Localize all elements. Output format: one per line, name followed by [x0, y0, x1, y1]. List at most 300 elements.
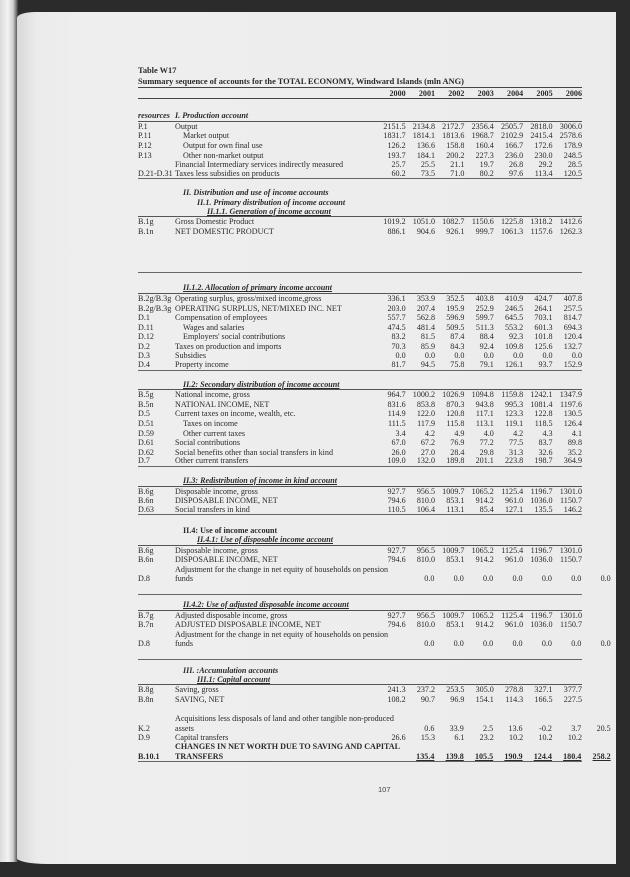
row-code: D.11	[138, 322, 154, 332]
row-code: B.1n	[138, 226, 154, 236]
cell-value: 956.5	[416, 545, 436, 555]
table-row	[138, 313, 582, 323]
row-code: D.12	[138, 332, 154, 342]
cell-value: 2818.0	[530, 121, 553, 131]
cell-value: 2505.7	[500, 121, 524, 131]
table-row	[138, 390, 582, 400]
cell-value: 26.0	[391, 447, 406, 457]
table-row	[138, 323, 582, 333]
cell-value: 403.8	[475, 293, 494, 303]
row-label: Other current transfers	[175, 456, 249, 466]
row-code: B.5n	[138, 399, 154, 409]
row-values	[375, 131, 582, 141]
cell-value: 1000.2	[412, 390, 436, 400]
cell-value: 126.2	[387, 140, 406, 150]
cell-value: 115.8	[446, 419, 465, 429]
cell-value: 0.0	[424, 574, 435, 584]
cell-value: 336.1	[387, 293, 406, 303]
cell-value: 3006.0	[559, 121, 582, 131]
cell-value: 914.2	[475, 620, 494, 630]
side-label: resources	[138, 111, 170, 121]
cell-value: 0.0	[571, 639, 582, 649]
table-row	[138, 714, 611, 733]
row-label: Saving, gross	[175, 685, 219, 695]
cell-value: 0.0	[542, 351, 553, 361]
cell-value: 193.7	[387, 150, 406, 160]
cell-value: 117.9	[417, 419, 436, 429]
row-values	[375, 419, 582, 429]
cell-value: 84.3	[450, 341, 465, 351]
year-header: 2006	[565, 88, 582, 98]
year-headers	[375, 89, 582, 99]
cell-value: 424.7	[534, 293, 553, 303]
row-values	[375, 456, 582, 466]
cell-value: 92.4	[479, 341, 494, 351]
row-values	[375, 217, 582, 227]
cell-value: 223.8	[505, 456, 524, 466]
cell-value: 914.2	[475, 496, 494, 506]
cell-value: 28.4	[450, 447, 465, 457]
cell-value: 241.3	[387, 685, 406, 695]
cell-value: 2415.4	[530, 131, 553, 141]
cell-value: 0.0	[512, 574, 523, 584]
section-generation-rows	[138, 217, 582, 236]
table-row	[138, 564, 611, 584]
row-label: Adjustment for the change in net equity of households on pension funds	[175, 564, 389, 584]
year-header: 2002	[448, 88, 465, 98]
cell-value: 1009.7	[442, 545, 465, 555]
cell-value: 481.4	[416, 322, 436, 332]
cell-value: 1065.2	[471, 545, 494, 555]
cell-value: 0.0	[600, 639, 611, 649]
cell-value: 1026.9	[442, 390, 465, 400]
section-generation-heading: II.1.1. Generation of income account	[138, 208, 582, 218]
table-row	[138, 506, 582, 516]
cell-value: 1159.8	[501, 390, 524, 400]
cell-value: 1082.7	[442, 217, 465, 227]
table-row	[138, 742, 611, 762]
table-row	[138, 131, 582, 141]
table-row	[138, 620, 582, 630]
cell-value: 178.9	[563, 140, 582, 150]
row-values	[375, 409, 582, 419]
cell-value: 703.1	[534, 313, 553, 323]
row-label: NATIONAL INCOME, NET	[175, 399, 270, 409]
cell-value: 124.4	[533, 751, 552, 761]
cell-value: 1125.4	[501, 545, 524, 555]
cell-value: 253.5	[446, 685, 465, 695]
row-label: Disposable income, gross	[175, 486, 258, 496]
row-values	[375, 151, 582, 161]
cell-value: 2172.7	[442, 121, 465, 131]
cell-value: 122.8	[534, 409, 553, 419]
row-label: Output	[175, 121, 198, 131]
cell-value: 79.1	[479, 360, 494, 370]
row-label: Current taxes on income, wealth, etc.	[175, 409, 296, 419]
cell-value: 2151.5	[383, 121, 406, 131]
cell-value: 305.0	[475, 685, 494, 695]
cell-value: 0.0	[600, 574, 611, 584]
row-values	[375, 169, 582, 179]
cell-value: 1814.1	[412, 131, 436, 141]
cell-value: 810.0	[416, 620, 436, 630]
cell-value: 999.7	[475, 226, 494, 236]
row-code: D.61	[138, 438, 154, 448]
row-values	[375, 487, 582, 497]
cell-value: 109.8	[505, 341, 524, 351]
cell-value: 1347.9	[559, 390, 582, 400]
cell-value: 870.3	[446, 399, 465, 409]
cell-value: 227.3	[475, 150, 494, 160]
cell-value: 509.5	[446, 322, 465, 332]
cell-value: 1036.0	[530, 555, 553, 565]
cell-value: 927.7	[387, 545, 406, 555]
section-allocation-heading: II.1.2. Allocation of primary income account	[138, 284, 582, 294]
row-code: D.2	[138, 341, 150, 351]
cell-value: 88.4	[479, 332, 494, 342]
cell-value: 246.5	[505, 303, 524, 313]
cell-value: 511.3	[475, 322, 494, 332]
cell-value: 364.9	[563, 456, 582, 466]
cell-value: 252.9	[475, 303, 494, 313]
row-code: D.63	[138, 504, 154, 514]
table-row	[138, 487, 582, 497]
cell-value: 1125.4	[501, 610, 524, 620]
section-capital-rows	[138, 685, 611, 762]
cell-value: 207.4	[416, 303, 436, 313]
cell-value: 89.8	[567, 438, 582, 448]
cell-value: 0.0	[454, 351, 465, 361]
row-values	[375, 342, 582, 352]
cell-value: 158.8	[446, 140, 465, 150]
row-code: B.6n	[138, 496, 154, 506]
cell-value: 110.5	[387, 504, 406, 514]
cell-value: 831.6	[387, 399, 406, 409]
row-label: Market output	[183, 131, 230, 141]
section-use-adjusted-rows	[138, 610, 611, 649]
row-code: B.1g	[138, 217, 154, 227]
row-values	[375, 360, 582, 370]
cell-value: 810.0	[416, 555, 436, 565]
row-values	[375, 390, 582, 400]
table-row	[138, 629, 611, 649]
cell-value: 1036.0	[530, 496, 553, 506]
row-code: P.1	[138, 121, 148, 131]
cell-value: 33.9	[449, 723, 464, 733]
row-values	[375, 733, 582, 743]
table-row	[138, 611, 582, 621]
row-code: D.7	[138, 456, 150, 466]
cell-value: 130.5	[563, 409, 582, 419]
cell-value: 101.8	[534, 332, 553, 342]
row-code: B.8g	[138, 685, 154, 695]
cell-value: 125.6	[534, 341, 553, 351]
row-code: P.13	[138, 150, 152, 160]
year-header: 2005	[536, 88, 553, 98]
cell-value: 189.8	[446, 456, 465, 466]
cell-value: 122.0	[416, 409, 436, 419]
page-number: 107	[378, 785, 391, 794]
year-header-row	[138, 88, 582, 99]
cell-value: 136.6	[416, 140, 436, 150]
section-redistribution-heading: II.3: Redistribution of income in kind account	[138, 477, 582, 487]
cell-value: 93.7	[538, 360, 553, 370]
cell-value: 6.1	[454, 733, 465, 743]
cell-value: 3.7	[571, 723, 582, 733]
cell-value: 113.1	[446, 504, 465, 514]
row-label: Subsidies	[175, 351, 207, 361]
cell-value: 184.1	[416, 150, 436, 160]
cell-value: 1081.4	[530, 399, 553, 409]
row-values	[405, 639, 611, 649]
cell-value: 1065.2	[471, 486, 494, 496]
row-label: NET DOMESTIC PRODUCT	[175, 226, 274, 236]
cell-value: 1412.6	[559, 217, 582, 227]
cell-value: 2134.8	[412, 121, 436, 131]
cell-value: 227.5	[563, 694, 582, 704]
row-values	[375, 122, 582, 132]
cell-value: 886.1	[387, 226, 406, 236]
row-label: Adjustment for the change in net equity of households on pension funds	[175, 629, 389, 649]
cell-value: 76.9	[450, 438, 465, 448]
row-code: D.51	[138, 419, 154, 429]
cell-value: 70.3	[391, 341, 406, 351]
table-row	[138, 438, 582, 448]
cell-value: 645.5	[505, 313, 524, 323]
cell-value: 83.2	[391, 332, 406, 342]
cell-value: 794.6	[387, 496, 406, 506]
cell-value: 77.5	[509, 438, 524, 448]
cell-value: 105.5	[474, 751, 494, 761]
cell-value: 4.1	[571, 428, 582, 438]
cell-value: 31.3	[509, 447, 524, 457]
cell-value: 237.2	[416, 685, 436, 695]
cell-value: 0.0	[483, 351, 494, 361]
cell-value: 13.6	[508, 723, 523, 733]
cell-value: 1831.7	[383, 131, 406, 141]
section-production-heading	[138, 112, 582, 122]
row-code: D.21-D.31	[138, 168, 173, 178]
table-row	[138, 555, 582, 565]
cell-value: 2578.6	[559, 131, 582, 141]
cell-value: 248.5	[563, 150, 582, 160]
cell-value: 0.0	[541, 639, 552, 649]
cell-value: 278.8	[505, 685, 524, 695]
cell-value: 83.7	[538, 438, 553, 448]
row-label: OPERATING SURPLUS, NET/MIXED INC. NET	[175, 303, 342, 313]
cell-value: 562.8	[416, 313, 436, 323]
row-values	[375, 400, 582, 410]
cell-value: 0.0	[483, 639, 494, 649]
cell-value: 19.7	[479, 160, 494, 170]
row-label: Other current taxes	[183, 428, 246, 438]
cell-value: 557.7	[387, 313, 406, 323]
cell-value: 4.2	[513, 428, 524, 438]
cell-value: 1157.6	[530, 226, 553, 236]
row-label: Financial Intermediary services indirectly measured	[175, 160, 344, 170]
cell-value: 120.4	[563, 332, 582, 342]
cell-value: 10.2	[567, 733, 582, 743]
cell-value: 961.0	[505, 555, 524, 565]
cell-value: 123.3	[505, 409, 524, 419]
cell-value: 152.9	[563, 360, 582, 370]
cell-value: 200.2	[446, 150, 465, 160]
section-use-adjusted-heading: II.4.2: Use of adjusted disposable income account	[138, 601, 582, 611]
cell-value: 0.0	[571, 574, 582, 584]
cell-value: 230.0	[534, 150, 553, 160]
row-values	[375, 304, 582, 314]
row-code: B.5g	[138, 390, 154, 400]
row-label: Taxes on income	[183, 419, 238, 429]
cell-value: 914.2	[475, 555, 494, 565]
row-values	[375, 695, 582, 705]
cell-value: 77.2	[479, 438, 494, 448]
year-header: 2004	[507, 88, 524, 98]
cell-value: 113.4	[534, 168, 553, 178]
cell-value: 29.8	[479, 447, 494, 457]
cell-value: 995.3	[505, 399, 524, 409]
cell-value: 35.2	[567, 447, 582, 457]
row-label: Social transfers in kind	[175, 504, 250, 514]
cell-value: 85.9	[420, 341, 436, 351]
cell-value: 1301.0	[559, 610, 582, 620]
cell-value: 85.4	[479, 504, 494, 514]
year-header: 2001	[418, 88, 436, 98]
cell-value: 264.1	[534, 303, 553, 313]
cell-value: 0.0	[571, 351, 582, 361]
cell-value: 961.0	[505, 496, 524, 506]
row-label: DISPOSABLE INCOME, NET	[175, 496, 278, 506]
row-code: D.8	[138, 639, 150, 649]
cell-value: 1262.3	[559, 226, 582, 236]
table-row	[138, 342, 582, 352]
cell-value: 120.5	[563, 168, 582, 178]
cell-value: 596.9	[446, 313, 465, 323]
cell-value: 111.5	[388, 419, 406, 429]
cell-value: 139.8	[445, 751, 464, 761]
page-stack-edge	[0, 0, 18, 862]
row-values	[375, 685, 582, 695]
year-header: 2003	[477, 88, 494, 98]
row-values	[405, 752, 611, 762]
row-label: Adjusted disposable income, gross	[175, 610, 288, 620]
row-values	[405, 574, 611, 584]
cell-value: 27.0	[420, 447, 436, 457]
cell-value: 67.0	[391, 438, 406, 448]
cell-value: 0.0	[453, 639, 464, 649]
row-code: D.9	[138, 733, 150, 743]
cell-value: 1150.7	[560, 555, 582, 565]
cell-value: 114.3	[505, 694, 524, 704]
cell-value: 94.5	[420, 360, 436, 370]
cell-value: 0.0	[513, 351, 524, 361]
cell-value: 32.6	[538, 447, 553, 457]
row-values	[375, 141, 582, 151]
cell-value: 794.6	[387, 620, 406, 630]
row-label: Property income	[175, 360, 229, 370]
cell-value: 3.4	[395, 428, 406, 438]
section-capital-heading: III.1: Capital account	[138, 676, 582, 686]
cell-value: 601.3	[534, 322, 553, 332]
row-values	[375, 546, 582, 556]
row-code: B.8n	[138, 694, 154, 704]
cell-value: 92.3	[509, 332, 524, 342]
row-label: Social benefits other than social transfers in kind	[175, 447, 334, 457]
section-use-disposable-rows	[138, 545, 611, 584]
cell-value: 961.0	[505, 620, 524, 630]
cell-value: 154.1	[475, 694, 494, 704]
cell-value: 2.5	[483, 723, 494, 733]
cell-value: 474.5	[387, 322, 406, 332]
cell-value: 28.5	[567, 160, 582, 170]
cell-value: 71.0	[450, 168, 465, 178]
cell-value: 810.0	[416, 496, 436, 506]
table-row	[138, 304, 582, 314]
table-row	[138, 294, 582, 304]
table-row	[138, 409, 582, 419]
row-code: D.3	[138, 351, 150, 361]
cell-value: 10.2	[538, 733, 553, 743]
cell-value: 853.8	[416, 399, 436, 409]
cell-value: 25.7	[391, 160, 406, 170]
row-code: B.6n	[138, 555, 154, 565]
row-values	[375, 611, 582, 621]
row-label: Compensation of employees	[175, 313, 268, 323]
row-label: Wages and salaries	[183, 322, 245, 332]
cell-value: 108.2	[387, 694, 406, 704]
row-code: D.62	[138, 447, 154, 457]
cell-value: 327.1	[534, 685, 553, 695]
table-row	[138, 419, 582, 429]
section-distribution-heading: II. Distribution and use of income accounts	[183, 188, 329, 198]
section-primary-heading: II.1. Primary distribution of income account	[197, 197, 346, 207]
cell-value: 0.0	[512, 639, 523, 649]
cell-value: 1036.0	[530, 620, 553, 630]
cell-value: 0.0	[541, 574, 552, 584]
cell-value: 553.2	[505, 322, 524, 332]
table-row	[138, 546, 582, 556]
cell-value: 113.1	[475, 419, 494, 429]
table-row	[138, 429, 582, 439]
cell-value: 1094.8	[471, 390, 494, 400]
row-code: P.12	[138, 140, 152, 150]
cell-value: 81.7	[391, 360, 406, 370]
row-code: D.5	[138, 409, 150, 419]
cell-value: 956.5	[416, 610, 436, 620]
row-code: D.8	[138, 574, 150, 584]
cell-value: 166.5	[534, 694, 553, 704]
cell-value: 1150.7	[560, 496, 582, 506]
section-redistribution-rows	[138, 487, 582, 516]
cell-value: 1301.0	[559, 486, 582, 496]
row-label: Acquisitions less disposals of land and other tangible non-produced assets	[175, 714, 394, 733]
cell-value: 1150.6	[471, 217, 494, 227]
cell-value: 1019.2	[383, 217, 406, 227]
cell-value: 180.4	[563, 751, 582, 761]
cell-value: 166.7	[505, 140, 524, 150]
row-values	[375, 227, 582, 237]
cell-value: 1009.7	[442, 486, 465, 496]
table-row	[138, 685, 582, 695]
cell-value: 904.6	[416, 226, 436, 236]
cell-value: 60.2	[391, 168, 406, 178]
cell-value: 0.0	[395, 351, 406, 361]
cell-value: 119.1	[505, 419, 524, 429]
cell-value: 117.1	[475, 409, 494, 419]
cell-value: 132.7	[563, 341, 582, 351]
cell-value: 377.7	[563, 685, 582, 695]
cell-value: 135.4	[416, 751, 435, 761]
